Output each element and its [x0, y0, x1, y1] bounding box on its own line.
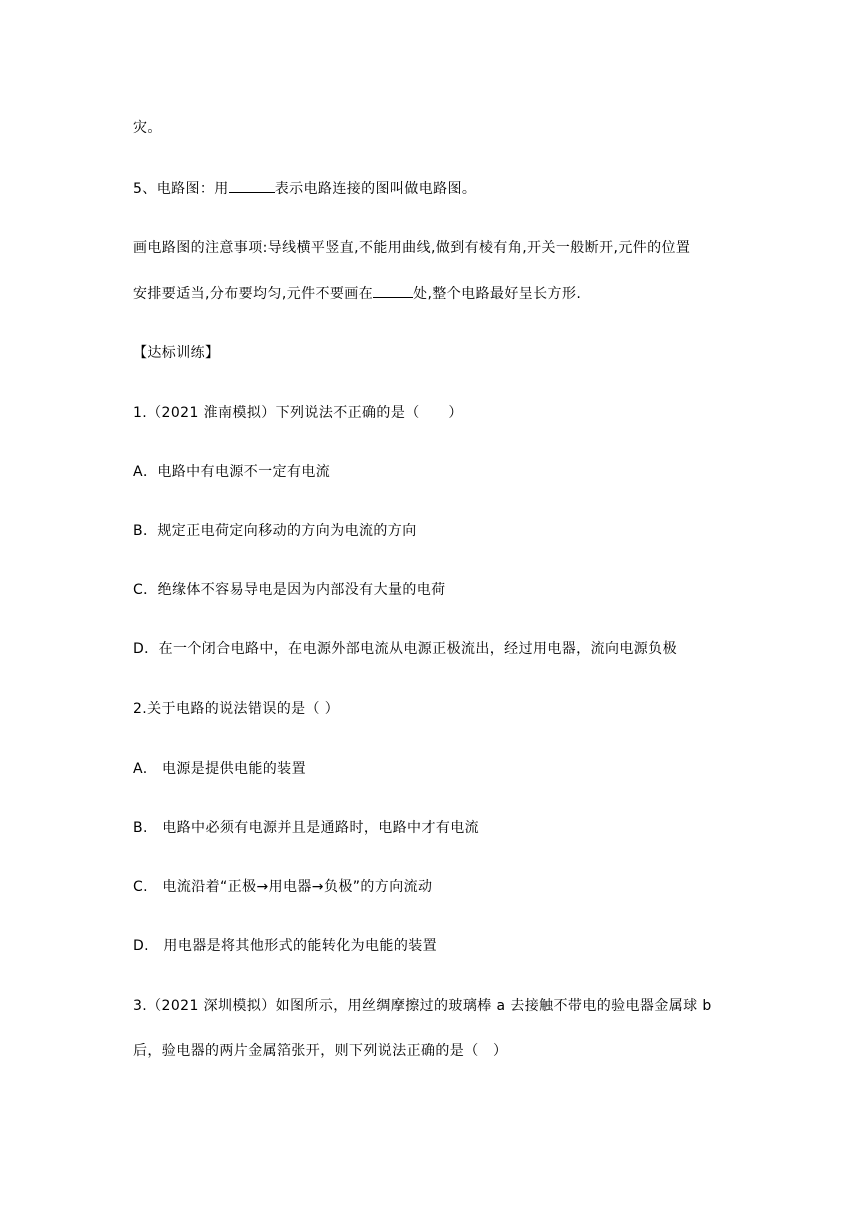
question-1-option-d: D．在一个闭合电路中，在电源外部电流从电源正极流出，经过用电器，流向电源负极 [133, 641, 677, 657]
question-2: 2.关于电路的说法错误的是（ ） [133, 701, 340, 717]
section-heading: 【达标训练】 [133, 345, 220, 361]
text-segment: 表示电路连接的图叫做电路图。 [274, 181, 477, 197]
fill-blank[interactable] [373, 283, 413, 298]
question-2-option-a: A. 电源是提供电能的装置 [133, 761, 306, 777]
definition-circuit-diagram [133, 178, 476, 199]
question-2-option-b: B. 电路中必须有电源并且是通路时，电路中才有电流 [133, 820, 480, 836]
question-1: 1.（2021 淮南模拟）下列说法不正确的是（ ） [133, 405, 463, 421]
text-segment: 5、电路图：用 [133, 181, 229, 197]
fill-blank[interactable] [229, 178, 275, 193]
text-line: 画电路图的注意事项:导线横平竖直,不能用曲线,做到有棱有角,开关一般断开,元件的位置 [133, 240, 691, 256]
text-segment: 处,整个电路最好呈长方形. [413, 286, 582, 302]
question-1-option-a: A．电路中有电源不一定有电流 [133, 464, 331, 480]
question-1-option-b: B．规定正电荷定向移动的方向为电流的方向 [133, 523, 417, 539]
question-2-option-c: C. 电流沿着“正极→用电器→负极”的方向流动 [133, 879, 433, 895]
text-segment: 安排要适当,分布要均匀,元件不要画在 [133, 286, 374, 302]
question-3-continued: 后，验电器的两片金属箔张开，则下列说法正确的是（ ） [133, 1043, 508, 1059]
question-1-option-c: C．绝缘体不容易导电是因为内部没有大量的电荷 [133, 582, 446, 598]
question-2-option-d: D. 用电器是将其他形式的能转化为电能的装置 [133, 938, 438, 954]
text-line [133, 283, 581, 304]
text-line: 灾。 [133, 120, 162, 136]
question-3: 3.（2021 深圳模拟）如图所示，用丝绸摩擦过的玻璃棒 a 去接触不带电的验电器金属球 b [133, 998, 712, 1014]
